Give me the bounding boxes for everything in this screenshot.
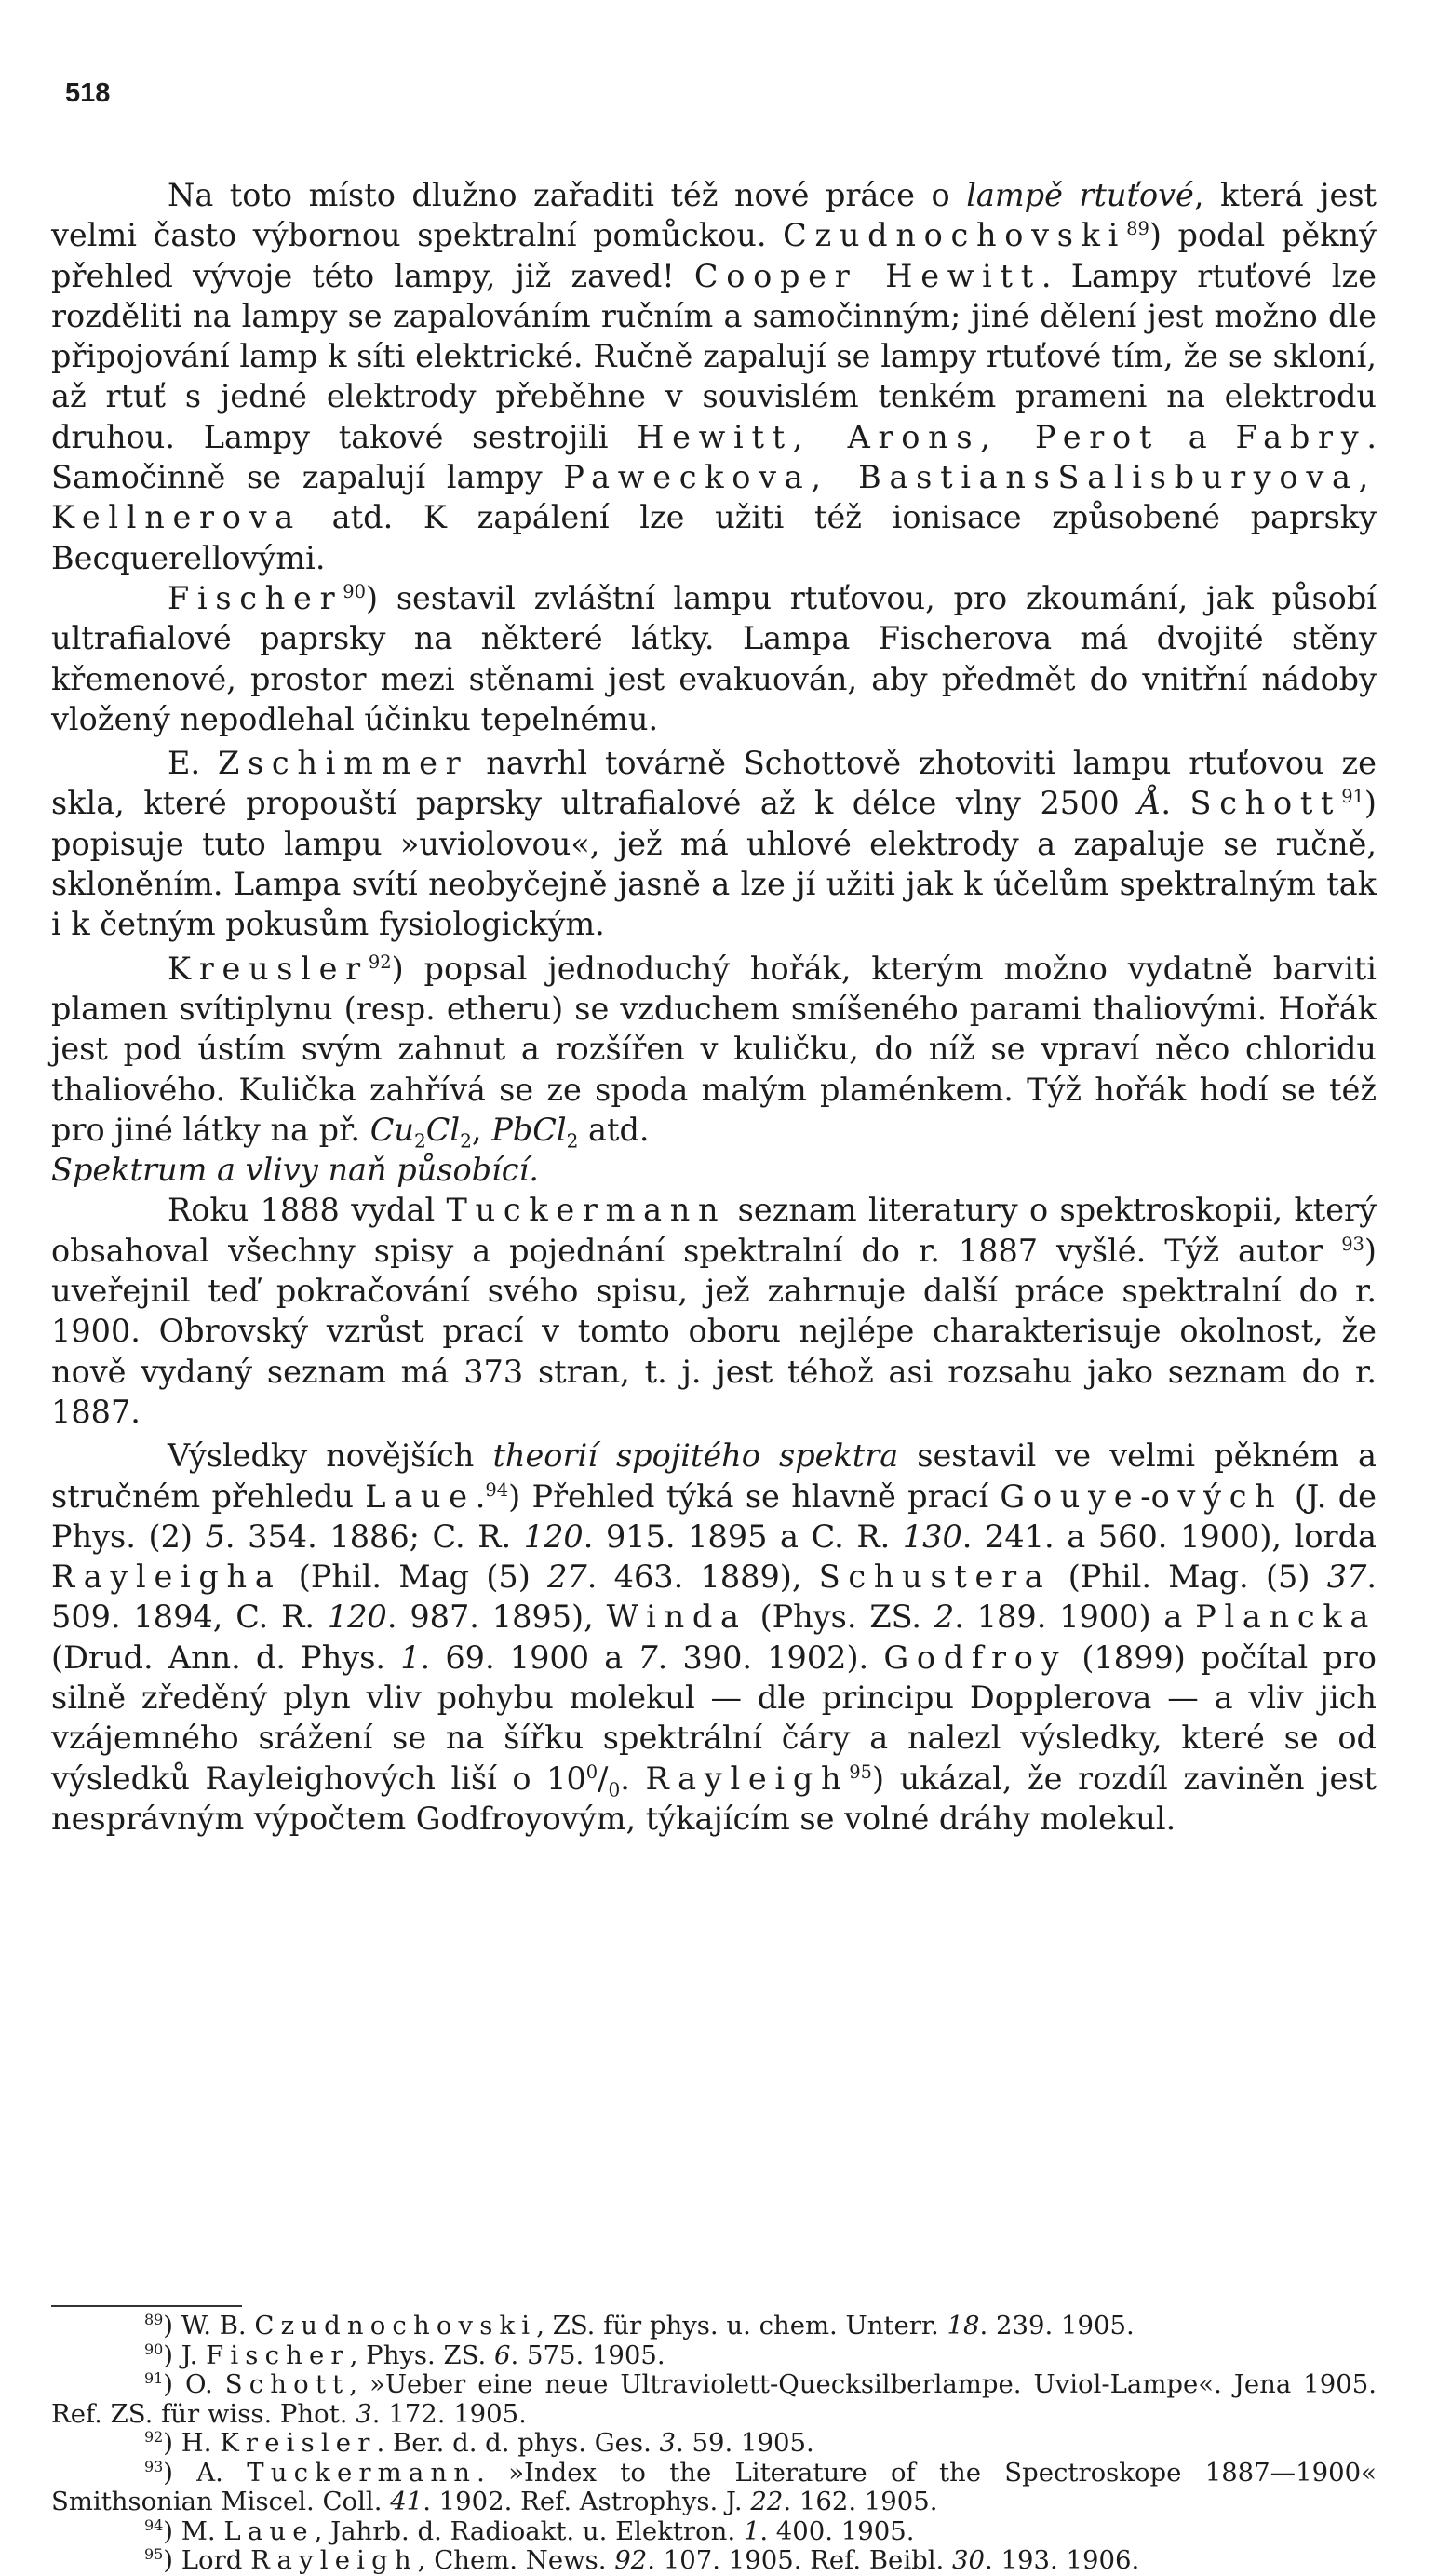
- footnotes: [51, 2312, 1377, 2576]
- footnote-90: $^{90}$) J. Fischer, Phys. ZS. 6. 575. 1905.: [144, 2340, 665, 2370]
- footnote-94: $^{94}$) M. Laue, Jahrb. d. Radioakt. u. Elektron. 1. 400. 1905.: [144, 2515, 915, 2546]
- section-heading: Spektrum a vlivy naň působící.: [51, 1152, 539, 1189]
- footnote-separator: [51, 2305, 242, 2307]
- paragraph-tuckermann: Roku 1888 vydal Tuckermann seznam literatury o spektroskopii, který obsahoval všechny spisy a pojednání spektralní do r. 1887 vyšlé. Týž autor $^{93}$) uveřejnil teď pokračování svého spisu, jež zahrnuje další práce spektralní do r. 1900. Obrovský vzrůst prací v tomto oboru nejlépe charakterisuje okolnost, že nově vydaný seznam má 373 stran, t. j. jest téhož asi rozsahu jako seznam do r. 1887.: [51, 1192, 1377, 1430]
- paragraph-fischer: Fischer$^{90}$) sestavil zvláštní lampu rtuťovou, pro zkoumání, jak působí ultrafialové paprsky na některé látky. Lampa Fischerova má dvojité stěny křemenové, prostor mezi stěnami jest evakuován, aby předmět do vnitřní nádoby vložený nepodlehal účinku tepelnému.: [51, 579, 1377, 737]
- paragraph-zschimmer: E. Zschimmer navrhl továrně Schottově zhotoviti lampu rtuťovou ze skla, které propouští paprsky ultrafialové až k délce vlny 2500 Å. Schott$^{91}$) popisuje tuto lampu »uviolovou«, jež má uhlové elektrody a zapaluje se ručně, skloněním. Lampa svítí neobyčejně jasně a lze jí užiti jak k účelům spektralným tak i k četným pokusům fysiologickým.: [51, 745, 1377, 943]
- footnote-89: $^{89}$) W. B. Czudnochovski, ZS. für phys. u. chem. Unterr. 18. 239. 1905.: [144, 2310, 1135, 2340]
- paragraph-mercury-lamp: Na toto místo dlužno zařaditi též nové práce o lampě rtuťové, která jest velmi často výbornou spektralní pomůckou. Czudnochovski$^{89}$) podal pěkný přehled vývoje této lampy, již zaved! Cooper Hewitt. Lampy rtuťové lze rozděliti na lampy se zapalováním ručním a samočinným; jiné dělení jest možno dle připojování lamp k síti elektrické. Ručně zapalují se lampy rtuťové tím, že se skloní, až rtuť s jedné elektrody přeběhne v souvislém tenkém prameni na elektrodu druhou. Lampy takové sestrojili Hewitt, Arons, Perot a Fabry. Samočinně se zapalují lampy Paweckova, BastiansSalisburyova, Kellnerova atd. K zapálení lze užiti též ionisace způsobené paprsky Becquerellovými.: [51, 177, 1377, 576]
- footnote-95: $^{95}$) Lord Rayleigh, Chem. News. 92. 107. 1905. Ref. Beibl. 30. 193. 1906.: [144, 2544, 1140, 2575]
- footnote-91: $^{91}$) O. Schott, »Ueber eine neue Ultraviolett-Quecksilberlampe. Uviol-Lampe«. Jena 1905. Ref. ZS. für wiss. Phot. 3. 172. 1905.: [51, 2368, 1377, 2429]
- paragraph-kreusler: Kreusler$^{92}$) popsal jednoduchý hořák, kterým možno vydatně barviti plamen svítiplynu (resp. etheru) se vzduchem smíšeného parami thaliovými. Hořák jest pod ústím svým zahnut a rozšířen v kuličku, do níž se vpraví něco chloridu thaliového. Kulička zahřívá se ze spoda malým plaménkem. Týž hořák hodí se též pro jiné látky na př. $Cu_2Cl_2$, PbCl$_2$ atd.: [51, 950, 1377, 1153]
- page-number: 518: [65, 78, 111, 108]
- main-text: [51, 175, 1377, 1839]
- footnote-92: $^{92}$) H. Kreisler. Ber. d. d. phys. Ges. 3. 59. 1905.: [144, 2427, 814, 2458]
- paragraph-continuous-spectrum: Výsledky novějších theorií spojitého spektra sestavil ve velmi pěkném a stručném přehledu Laue.$^{94}$) Přehled týká se hlavně prací Gouye-ových (J. de Phys. (2) 5. 354. 1886; C. R. 120. 915. 1895 a C. R. 130. 241. a 560. 1900), lorda Rayleigha (Phil. Mag (5) 27. 463. 1889), Schustera (Phil. Mag. (5) 37. 509. 1894, C. R. 120. 987. 1895), Winda (Phys. ZS. 2. 189. 1900) a Plancka (Drud. Ann. d. Phys. 1. 69. 1900 a 7. 390. 1902). Godfroy (1899) počítal pro silně zředěný plyn vliv pohybu molekul — dle principu Dopplerova — a vliv jich vzájemného srážení se na šířku spektrální čáry a nalezl výsledky, které se od výsledků Rayleighových liší o $10^0/_0$. Rayleigh$^{95}$) ukázal, že rozdíl zaviněn jest nesprávným výpočtem Godfroyovým, týkajícím se volné dráhy molekul.: [51, 1437, 1377, 1837]
- footnote-93: $^{93}$) A. Tuckermann. »Index to the Literature of the Spectroskope 1887—1900« Smithsonian Miscel. Coll. 41. 1902. Ref. Astrophys. J. 22. 162. 1905.: [51, 2457, 1377, 2516]
